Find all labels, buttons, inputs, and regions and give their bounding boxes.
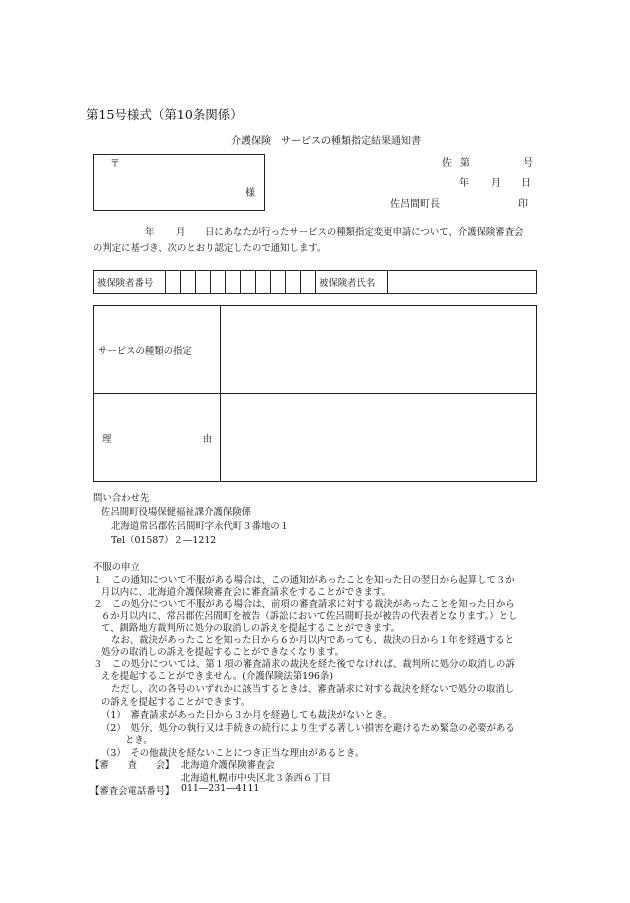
- postal-mark: 〒: [110, 159, 120, 170]
- council-label: 【審 査 会】: [90, 760, 175, 771]
- doc-number-go: 号: [523, 158, 533, 169]
- service-type-label: サービスの種類の指定: [94, 306, 221, 394]
- contact-heading: 問い合わせ先: [93, 493, 150, 504]
- appeal-p2-line2: ６か月以内に、常呂郡佐呂間町を被告（訴訟において佐呂間町長が被告の代表者となります。）とし: [101, 611, 518, 622]
- appeal-p3-line1: ３ この処分については、第１項の審査請求の裁決を経た後でなければ、裁判所に処分の取消しの訴: [93, 659, 515, 670]
- appeal-p3-line4: の訴えを提起することができます。: [101, 697, 251, 708]
- result-table: [93, 305, 537, 482]
- date-month: 月: [491, 178, 501, 189]
- intro-month: 月: [176, 227, 186, 238]
- appeal-item2-line2: とき。: [125, 735, 153, 746]
- document-title: 介護保険 サービスの種類指定結果通知書: [231, 136, 421, 147]
- appeal-p2-line5: 処分の取消しの訴えを提起することができなくなります。: [101, 647, 345, 658]
- insured-number-digit[interactable]: [196, 271, 211, 294]
- contact-tel: Tel（01587）２―1212: [111, 535, 217, 546]
- intro-year: 年: [145, 227, 155, 238]
- reason-label-right: 由: [202, 433, 212, 445]
- doc-number-dai: 第: [460, 158, 470, 169]
- intro-line1: 日にあなたが行ったサービスの種類指定変更申請について、介護保険審査会: [205, 227, 524, 238]
- form-number: 第15号様式（第10条関係）: [86, 107, 243, 122]
- reason-label: [94, 394, 221, 482]
- insured-number-digit[interactable]: [271, 271, 286, 294]
- insured-number-digit[interactable]: [256, 271, 271, 294]
- appeal-p1-line2: 月以内に、北海道介護保険審査会に審査請求をすることができます。: [101, 587, 391, 598]
- issuer-seal: 印: [518, 199, 528, 210]
- date-year: 年: [459, 178, 469, 189]
- council-name: 北海道介護保険審査会: [181, 760, 275, 771]
- insured-info-row: [93, 270, 537, 294]
- doc-number-prefix: 佐: [442, 158, 452, 169]
- appeal-item2-line1: （2） 処分、処分の執行又は手続きの続行により生ずる著しい損害を避けるため緊急の必要がある: [101, 723, 515, 734]
- recipient-address-box: [93, 154, 265, 211]
- insured-number-digit[interactable]: [166, 271, 181, 294]
- insured-number-digit[interactable]: [286, 271, 301, 294]
- appeal-item3: （3） その他裁決を経ないことにつき正当な理由があるとき。: [101, 748, 365, 759]
- council-tel-label: 【審査会電話番号】: [90, 786, 175, 797]
- insured-number-digit[interactable]: [241, 271, 256, 294]
- insured-name-field[interactable]: [388, 271, 537, 294]
- council-tel: 011―231―4111: [181, 783, 260, 794]
- contact-address: 北海道常呂郡佐呂間町字永代町３番地の１: [111, 521, 290, 532]
- appeal-p2-line4: なお、裁決があったことを知った日から６か月以内であっても、裁決の日から１年を経過すると: [111, 635, 514, 646]
- appeal-item1: （1） 審査請求があった日から３か月を経過しても裁決がないとき。: [101, 710, 393, 721]
- appeal-p3-line3: ただし、次の各号のいずれかに該当するときは、審査請求に対する裁決を経ないで処分の取消し: [111, 684, 515, 695]
- insured-number-digit[interactable]: [211, 271, 226, 294]
- reason-field[interactable]: [221, 394, 537, 482]
- appeal-heading: 不服の申立: [93, 562, 140, 573]
- appeal-p3-line2: えを提起することができません。(介護保険法第196条): [101, 671, 334, 682]
- date-day: 日: [521, 178, 531, 189]
- appeal-p1-line1: １ この通知について不服がある場合は、この通知があったことを知った日の翌日から起算して３か: [93, 575, 515, 586]
- appeal-p2-line1: ２ この処分について不服がある場合は、前項の審査請求に対する裁決があったことを知った日から: [93, 599, 515, 610]
- intro-line2: の判定に基づき、次のとおり認定したので通知します。: [93, 243, 327, 254]
- insured-number-digit[interactable]: [226, 271, 241, 294]
- council-address: 北海道札幌市中央区北３条西６丁目: [181, 773, 332, 784]
- honorific-sama: 様: [245, 188, 255, 199]
- contact-office: 佐呂間町役場保健福祉課介護保険係: [101, 507, 252, 518]
- insured-number-digit[interactable]: [301, 271, 316, 294]
- reason-label-left: 理: [102, 433, 112, 445]
- insured-number-digit[interactable]: [181, 271, 196, 294]
- service-type-field[interactable]: [221, 306, 537, 394]
- issuer-mayor: 佐呂間町長: [390, 199, 440, 210]
- appeal-p2-line3: て、釧路地方裁判所に処分の取消しの訴えを提起することができます。: [101, 623, 401, 634]
- insured-number-label: 被保険者番号: [94, 271, 166, 294]
- insured-name-label: 被保険者氏名: [316, 271, 388, 294]
